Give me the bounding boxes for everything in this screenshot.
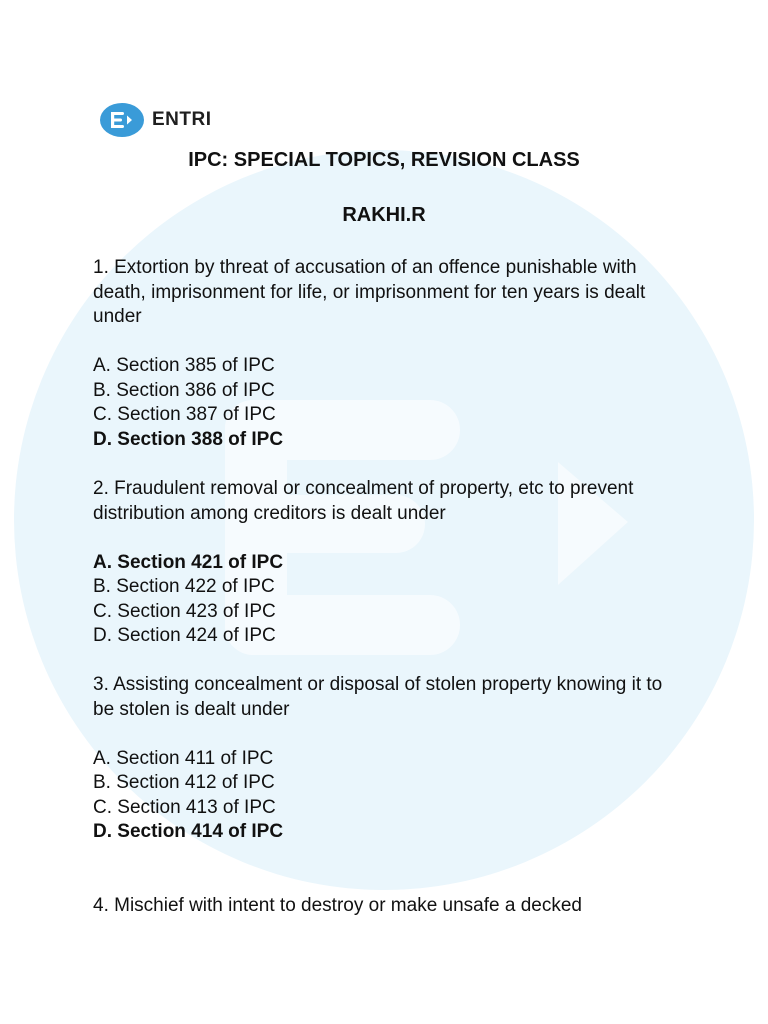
answer-option-b: B. Section 386 of IPC bbox=[93, 379, 275, 401]
entri-logo bbox=[100, 103, 212, 137]
answer-option-d: D. Section 424 of IPC bbox=[93, 625, 276, 646]
answer-option-b: B. Section 422 of IPC bbox=[93, 576, 275, 597]
entri-logo-icon bbox=[100, 103, 144, 137]
question-text: 2. Fraudulent removal or concealment of property, etc to prevent distribution among creditors is dealt under bbox=[93, 478, 634, 524]
document-title: IPC: SPECIAL TOPICS, REVISION CLASS bbox=[188, 149, 580, 171]
answer-option-d: D. Section 414 of IPC bbox=[93, 821, 284, 842]
question-2 bbox=[93, 477, 683, 649]
question-text: 1. Extortion by threat of accusation of an offence punishable with death, imprisonment for life, or imprisonment for ten years is dealt under bbox=[93, 257, 646, 327]
question-3 bbox=[93, 673, 683, 845]
answer-option-a: A. Section 421 of IPC bbox=[93, 551, 284, 573]
question-4 bbox=[93, 894, 683, 943]
logo-text: ENTRI bbox=[152, 109, 212, 130]
answer-option-a: A. Section 411 of IPC bbox=[93, 747, 274, 769]
question-text: 3. Assisting concealment or disposal of stolen property knowing it to be stolen is dealt under bbox=[93, 674, 663, 720]
answer-option-c: C. Section 423 of IPC bbox=[93, 600, 276, 622]
answer-option-c: C. Section 413 of IPC bbox=[93, 796, 276, 818]
author-name: RAKHI.R bbox=[342, 204, 426, 226]
question-text: 4. Mischief with intent to destroy or make unsafe a decked bbox=[93, 895, 582, 916]
question-1 bbox=[93, 256, 683, 452]
answer-option-a: A. Section 385 of IPC bbox=[93, 355, 275, 376]
answer-option-b: B. Section 412 of IPC bbox=[93, 772, 275, 793]
answer-option-d: D. Section 388 of IPC bbox=[93, 428, 284, 450]
answer-option-c: C. Section 387 of IPC bbox=[93, 404, 276, 425]
